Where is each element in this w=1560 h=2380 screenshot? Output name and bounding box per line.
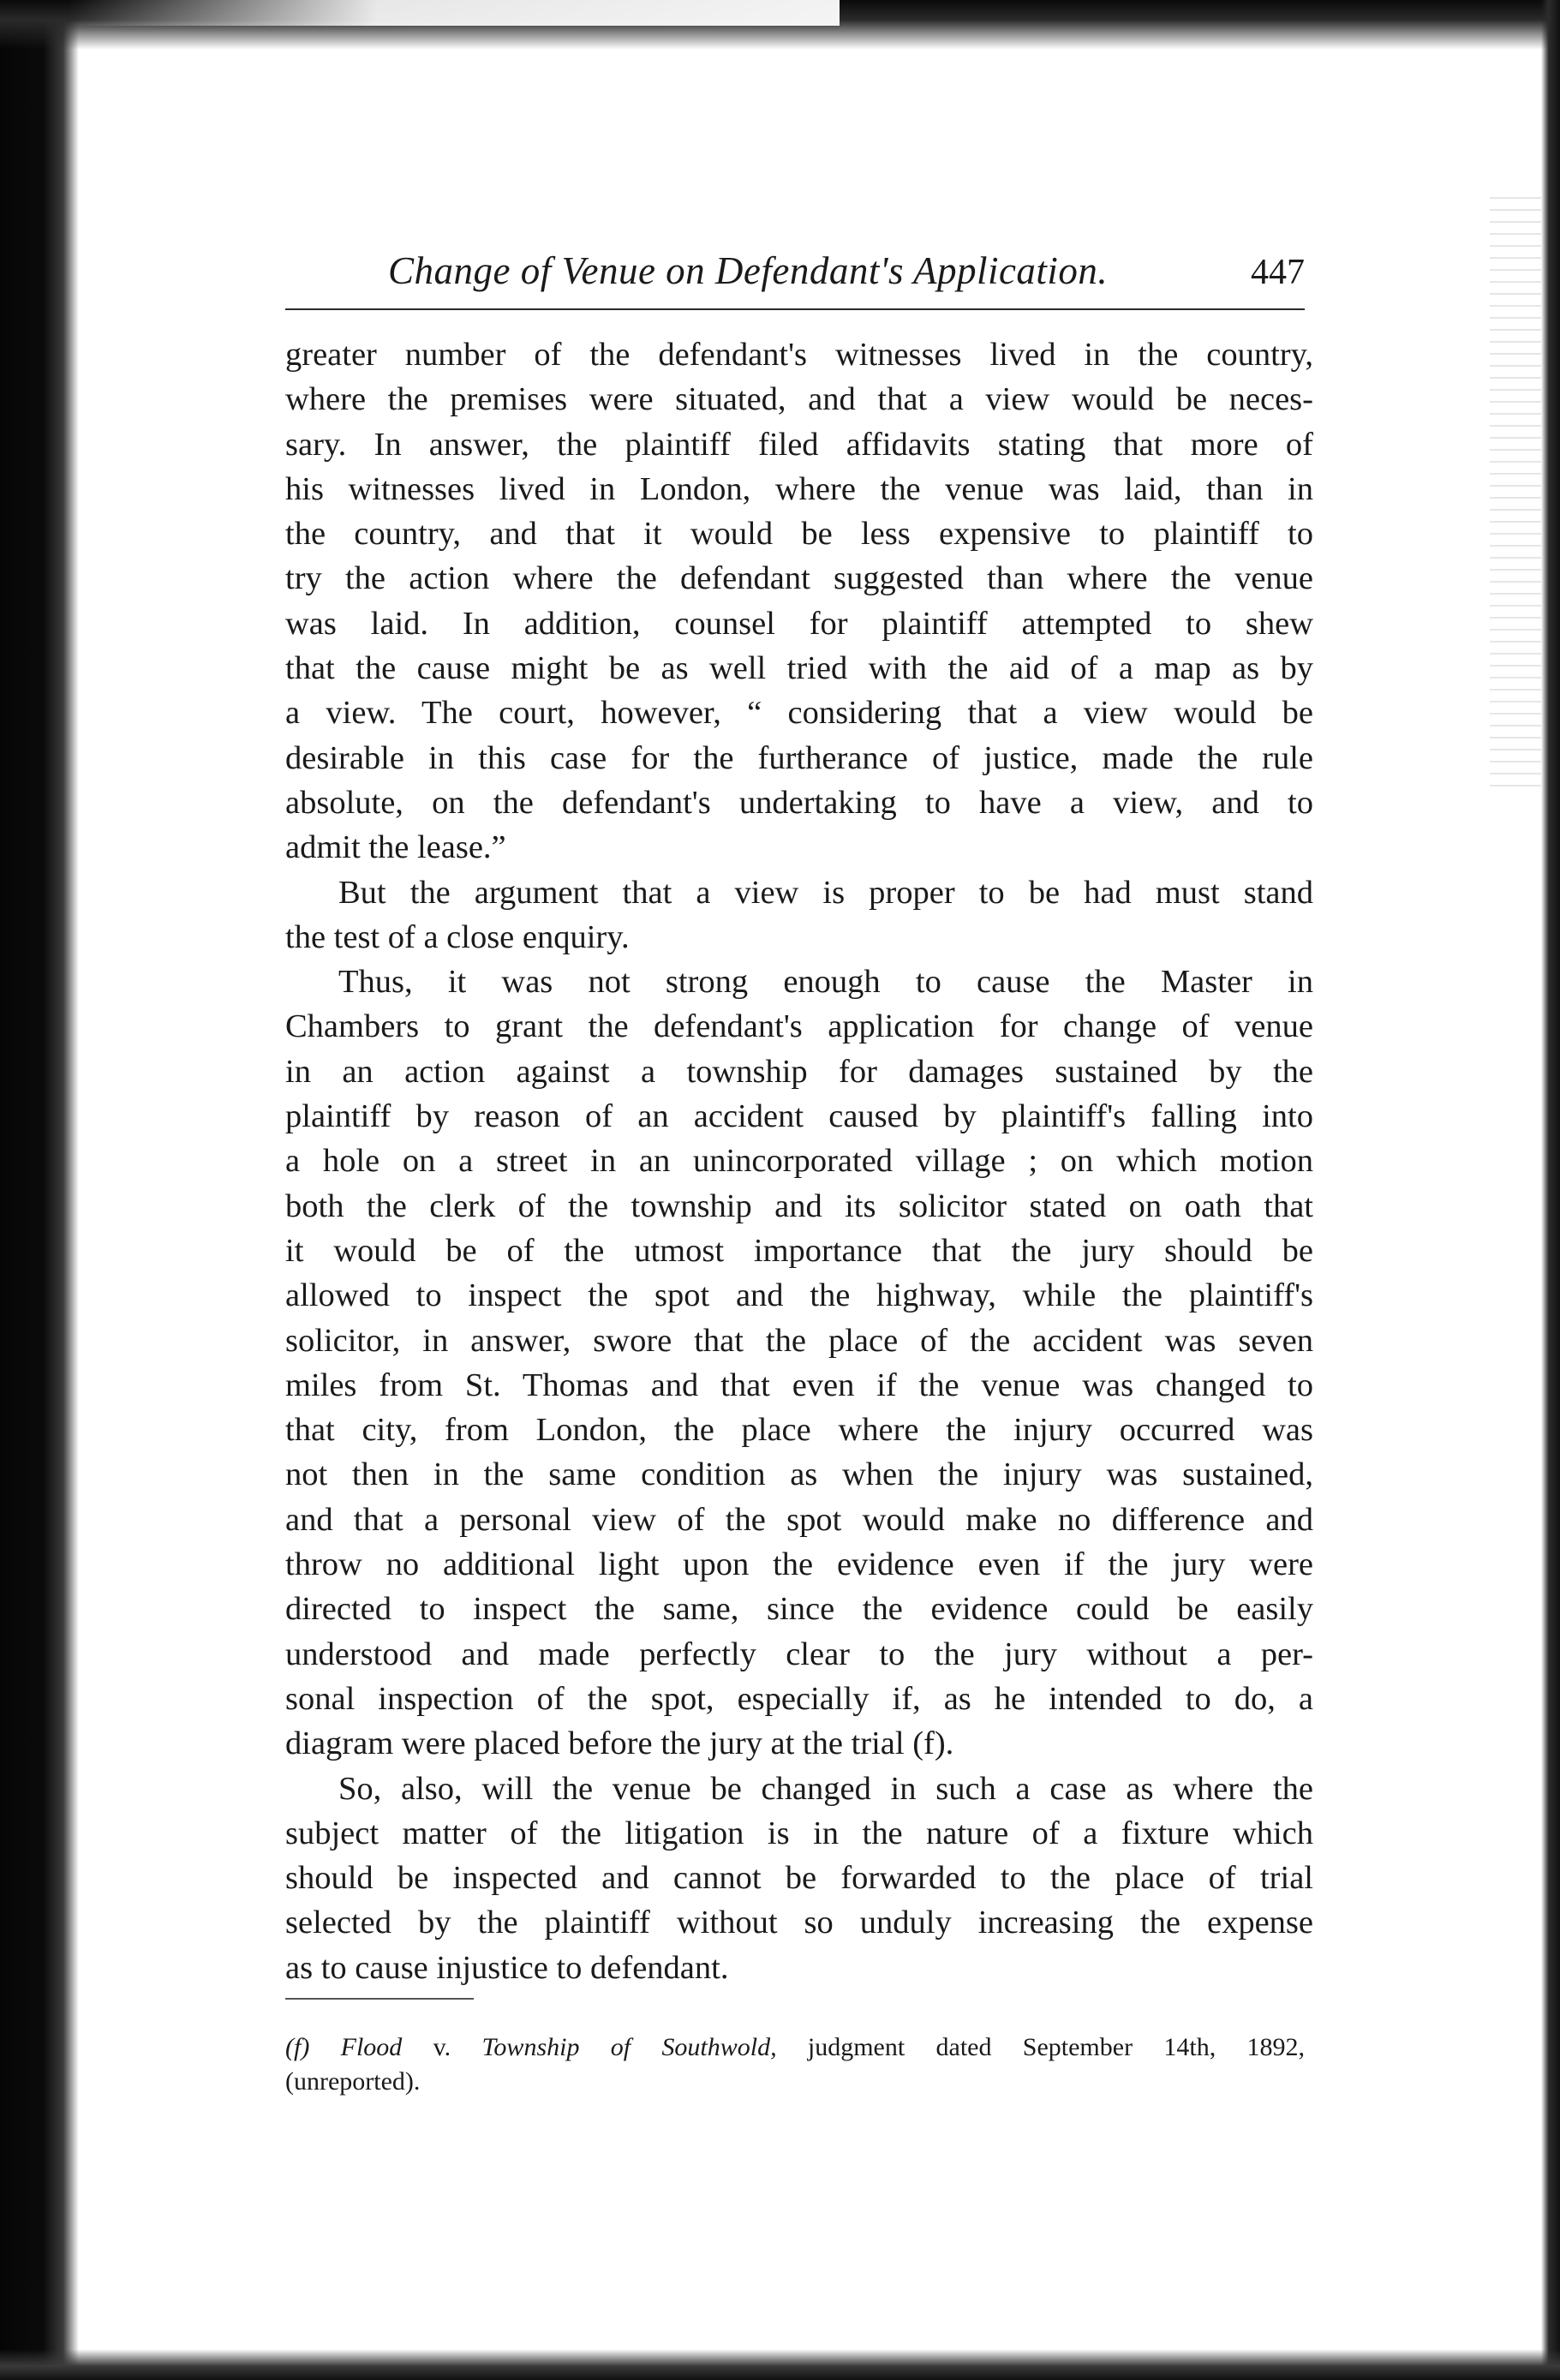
text-line: try the action where the defendant suggested than where the venue [285,560,1313,597]
text-line: it would be of the utmost importance that the jury should be [285,1232,1313,1269]
text-line: as to cause injustice to defendant. [285,1949,729,1986]
footnote-marker: (f) [285,2033,310,2061]
footnote-line-2: (unreported). [285,2067,421,2096]
text-line: miles from St. Thomas and that even if the venue was changed to [285,1366,1313,1403]
paragraph-4 [285,1767,1313,1990]
page-number: 447 [1251,253,1305,292]
footnote-versus: v. [433,2033,451,2061]
paragraph-1 [285,332,1313,870]
paragraph-2 [285,870,1313,960]
text-line: allowed to inspect the spot and the highway, while the plaintiff's [285,1277,1313,1314]
text-line: directed to inspect the same, since the evidence could be easily [285,1591,1313,1628]
scan-border-top-fade [69,0,840,26]
text-line: understood and made perfectly clear to the jury without a per- [285,1636,1313,1672]
text-line: solicitor, in answer, swore that the place of the accident was seven [285,1322,1313,1359]
running-head-title: Change of Venue on Defendant's Application. [388,249,1109,292]
text-line: should be inspected and cannot be forwarded to the place of trial [285,1860,1313,1897]
text-line: both the clerk of the township and its solicitor stated on oath that [285,1187,1313,1224]
text-line: that city, from London, the place where the injury occurred was [285,1412,1313,1449]
text-line: where the premises were situated, and that a view would be neces- [285,381,1313,418]
text-line: diagram were placed before the jury at the trial (f). [285,1725,954,1762]
text-line: But the argument that a view is proper to be had must stand [338,874,1313,911]
text-line: sonal inspection of the spot, especially if, as he intended to do, a [285,1680,1313,1717]
footnote-case-name: Flood [340,2033,403,2061]
text-line: and that a personal view of the spot would make no difference and [285,1501,1313,1538]
scan-border-right [1541,0,1560,2380]
text-line: that the cause might be as well tried with the aid of a map as by [285,650,1313,687]
scan-speckle [1490,197,1541,797]
text-line: the test of a close enquiry. [285,918,630,955]
text-line: the country, and that it would be less expensive to plaintiff to [285,516,1313,553]
text-line: Chambers to grant the defendant's application for change of venue [285,1008,1313,1045]
text-line: So, also, will the venue be changed in such a case as where the [338,1770,1313,1807]
text-line: selected by the plaintiff without so unduly increasing the expense [285,1905,1313,1941]
text-line: desirable in this case for the furtherance of justice, made the rule [285,739,1313,776]
text-line: plaintiff by reason of an accident caused by plaintiff's falling into [285,1098,1313,1135]
text-line: his witnesses lived in London, where the venue was laid, than in [285,470,1313,507]
text-line: a hole on a street in an unincorporated village ; on which motion [285,1143,1313,1180]
text-line: Thus, it was not strong enough to cause the Master in [338,964,1313,1001]
text-line: admit the lease.” [285,829,506,866]
footnote-party: Township of Southwold, [481,2033,777,2061]
footnote-detail: judgment dated September 14th, 1892, [807,2033,1306,2061]
body-text [285,332,1313,1990]
scan-border-left [0,0,79,2380]
text-line: sary. In answer, the plaintiff filed affidavits stating that more of [285,426,1313,463]
text-line: absolute, on the defendant's undertaking to have a view, and to [285,784,1313,821]
footnote [285,2030,1305,2099]
paragraph-3 [285,960,1313,1766]
text-line: subject matter of the litigation is in the nature of a fixture which [285,1815,1313,1851]
scan-border-bottom [0,2349,1560,2380]
text-line: was laid. In addition, counsel for plaintiff attempted to shew [285,605,1313,642]
running-head [285,240,1305,310]
text-line: greater number of the defendant's witnesses lived in the country, [285,337,1313,373]
text-line: throw no additional light upon the evidence even if the jury were [285,1546,1313,1583]
text-line: a view. The court, however, “ considering that a view would be [285,695,1313,732]
footnote-line-1 [285,2030,1305,2065]
text-line: not then in the same condition as when the injury was sustained, [285,1456,1313,1493]
footnote-rule [285,1998,474,2000]
book-page [285,240,1313,2096]
text-line: in an action against a township for damages sustained by the [285,1053,1313,1090]
